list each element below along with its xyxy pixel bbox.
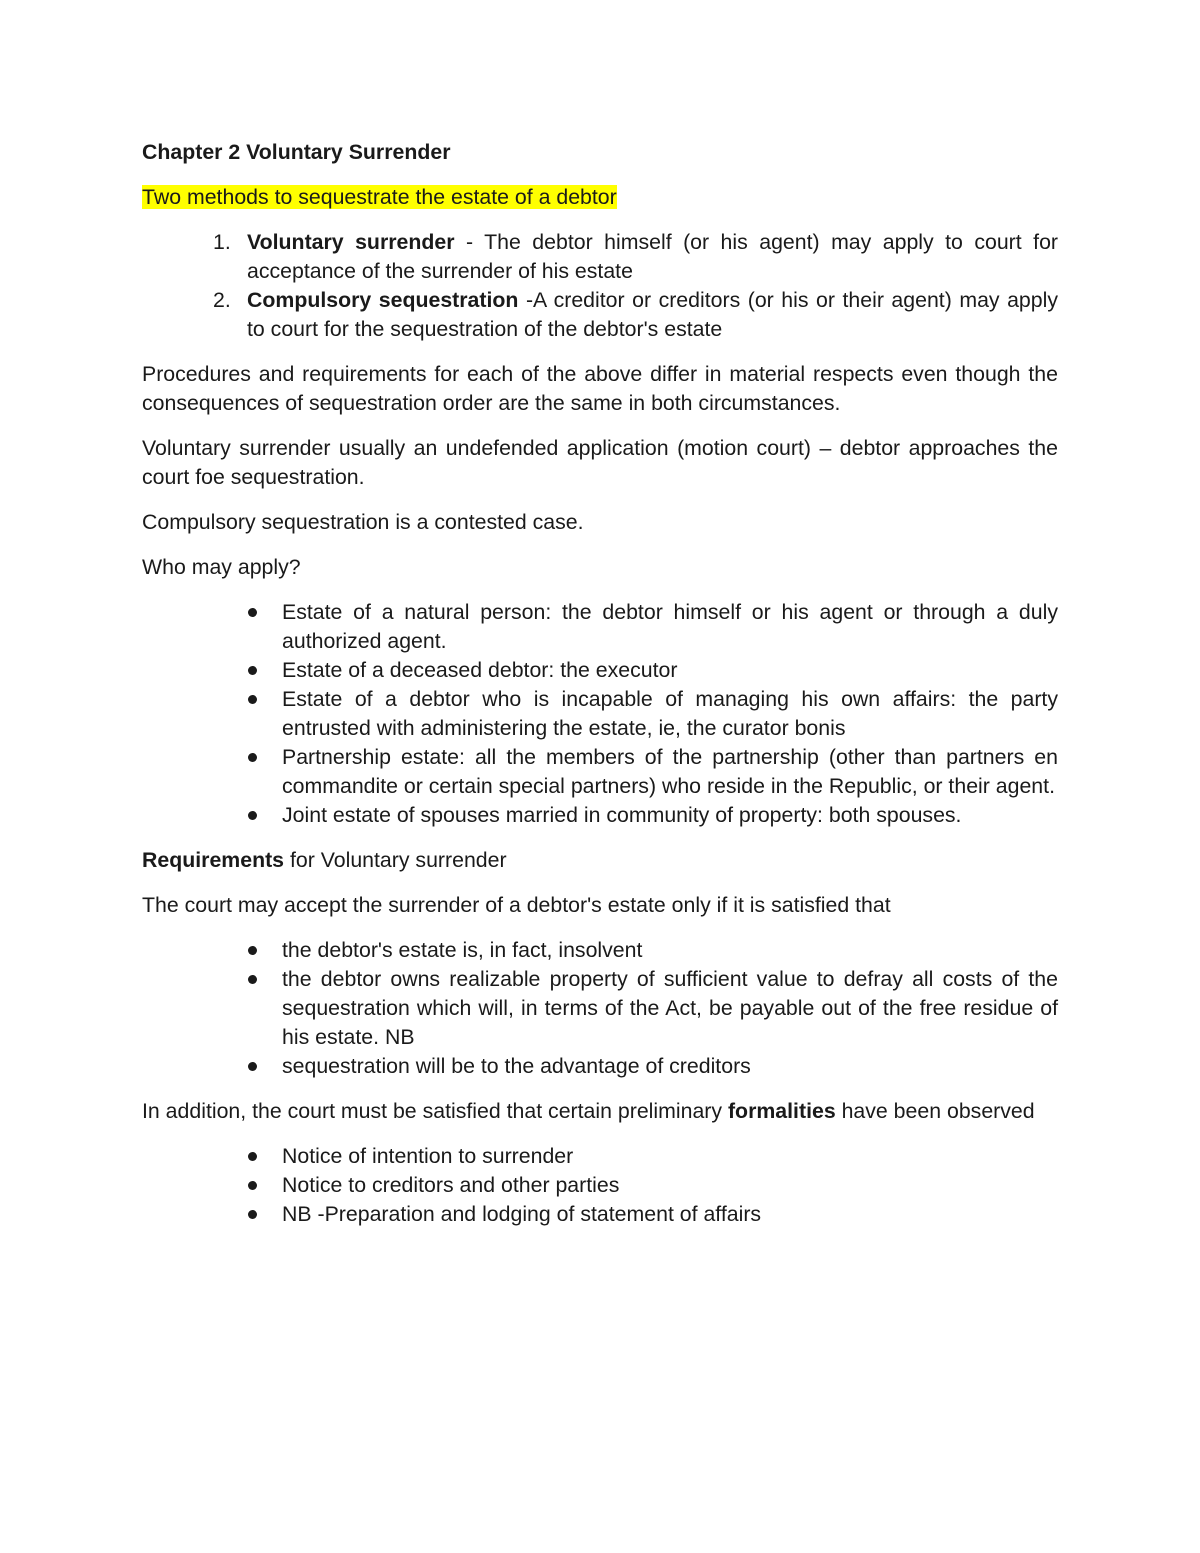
list-item-text: Estate of a deceased debtor: the executor — [282, 658, 678, 682]
method-description: -A creditor or creditors (or his or their agent) may apply to court for the sequestration of the debtor's estate — [247, 288, 1058, 341]
list-item — [142, 1200, 1058, 1229]
list-number: 2. — [213, 288, 231, 312]
document-page — [142, 138, 1058, 1245]
bullet-icon — [248, 608, 257, 617]
list-item — [142, 1052, 1058, 1081]
bullet-icon — [248, 1181, 257, 1190]
methods-list — [142, 228, 1058, 344]
method-description: - The debtor himself (or his agent) may apply to court for acceptance of the surrender of his estate — [247, 230, 1059, 283]
requirements-rest: for Voluntary surrender — [284, 848, 507, 872]
paragraph-procedures: Procedures and requirements for each of the above differ in material respects even though the consequences of sequestration order are the same in both circumstances. — [142, 362, 1058, 415]
list-item — [142, 685, 1058, 743]
bullet-icon — [248, 1152, 257, 1161]
list-item — [142, 598, 1058, 656]
bullet-icon — [248, 1210, 257, 1219]
bullet-icon — [248, 753, 257, 762]
bullet-icon — [248, 666, 257, 675]
list-item-text: the debtor owns realizable property of sufficient value to defray all costs of the sequestration which will, in terms of the Act, be payable out of the free residue of his estate. NB — [282, 967, 1058, 1049]
addition-text-pre: In addition, the court must be satisfied that certain preliminary — [142, 1099, 728, 1123]
list-item — [142, 743, 1058, 801]
list-item — [142, 228, 1058, 286]
formalities-list — [142, 1142, 1058, 1229]
formalities-bold: formalities — [727, 1099, 836, 1123]
method-term: Voluntary surrender — [247, 230, 455, 254]
bullet-icon — [248, 975, 257, 984]
list-item-text: sequestration will be to the advantage of creditors — [282, 1054, 751, 1078]
list-item — [142, 801, 1058, 830]
list-number: 1. — [213, 230, 231, 254]
intro-line — [142, 183, 1058, 212]
who-may-apply: Who may apply? — [142, 555, 301, 579]
method-term: Compulsory sequestration — [247, 288, 519, 312]
list-item-text: Notice to creditors and other parties — [282, 1173, 620, 1197]
list-item — [142, 656, 1058, 685]
conditions-list — [142, 936, 1058, 1081]
list-item-text: the debtor's estate is, in fact, insolvent — [282, 938, 643, 962]
list-item — [142, 1171, 1058, 1200]
list-item-text: Estate of a debtor who is incapable of managing his own affairs: the party entrusted with administering the estate, ie, the curator bonis — [282, 687, 1058, 740]
bullet-icon — [248, 1062, 257, 1071]
bullet-icon — [248, 946, 257, 955]
requirements-heading — [142, 846, 1058, 875]
paragraph-voluntary: Voluntary surrender usually an undefended application (motion court) – debtor approaches the court foe sequestration. — [142, 436, 1058, 489]
addition-paragraph — [142, 1097, 1058, 1126]
applicants-list — [142, 598, 1058, 830]
list-item-text: Estate of a natural person: the debtor himself or his agent or through a duly authorized agent. — [282, 600, 1058, 653]
list-item — [142, 936, 1058, 965]
requirements-bold: Requirements — [142, 848, 285, 872]
list-item-text: Joint estate of spouses married in community of property: both spouses. — [282, 803, 962, 827]
list-item-text: Partnership estate: all the members of the partnership (other than partners en commandite or certain special partners) who reside in the Republic, or their agent. — [282, 745, 1058, 798]
bullet-icon — [248, 811, 257, 820]
bullet-icon — [248, 695, 257, 704]
list-item — [142, 1142, 1058, 1171]
court-accept-paragraph: The court may accept the surrender of a debtor's estate only if it is satisfied that — [142, 893, 891, 917]
list-item — [142, 286, 1058, 344]
list-item-text: Notice of intention to surrender — [282, 1144, 574, 1168]
addition-text-post: have been observed — [835, 1099, 1035, 1123]
list-item — [142, 965, 1058, 1052]
page-title: Chapter 2 Voluntary Surrender — [142, 140, 451, 164]
highlighted-text: Two methods to sequestrate the estate of a debtor — [142, 185, 617, 209]
list-item-text: NB -Preparation and lodging of statement of affairs — [282, 1202, 762, 1226]
paragraph-compulsory: Compulsory sequestration is a contested case. — [142, 510, 584, 534]
